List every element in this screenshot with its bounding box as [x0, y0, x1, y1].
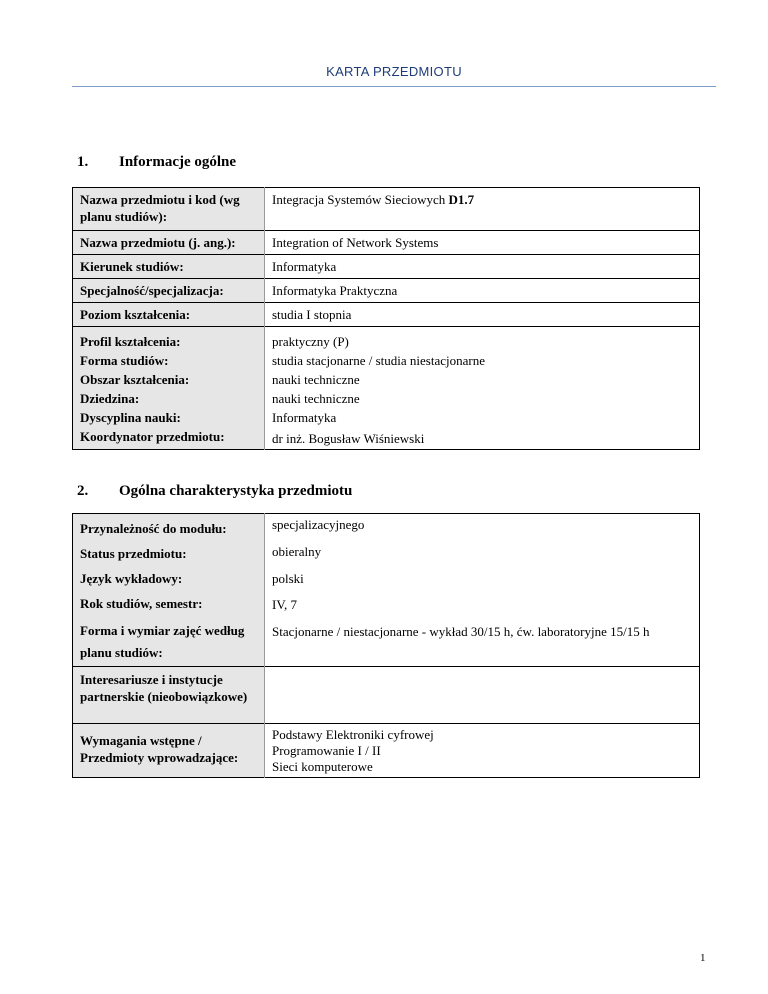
- label-profile: Profil kształcenia:: [80, 334, 181, 349]
- row-label: Wymagania wstępne / Przedmioty wprowadzające:: [73, 724, 265, 778]
- table-row: [73, 327, 700, 450]
- label-language: Język wykładowy:: [80, 571, 183, 586]
- section-2-title: Ogólna charakterystyka przedmiotu: [119, 483, 353, 499]
- label-discipline: Dyscyplina nauki:: [80, 410, 181, 425]
- row-value: Integration of Network Systems: [265, 231, 700, 255]
- value-module: specjalizacyjnego: [272, 517, 365, 532]
- table-row: [73, 255, 700, 279]
- document-header-title: KARTA PRZEDMIOTU: [326, 64, 462, 79]
- row-label: Nazwa przedmiotu i kod (wg planu studiów):: [73, 188, 265, 231]
- table-row: [73, 514, 700, 667]
- table-row: [73, 724, 700, 778]
- section-2-heading: [77, 483, 352, 500]
- label-year-semester: Rok studiów, semestr:: [80, 596, 203, 611]
- prerequisite-item: Programowanie I / II: [272, 743, 381, 758]
- prerequisite-item: Podstawy Elektroniki cyfrowej: [272, 727, 434, 742]
- course-code: D1.7: [448, 192, 475, 207]
- section-2-number: 2.: [77, 483, 89, 499]
- row-value: [265, 188, 700, 231]
- section-1-heading: [77, 154, 236, 171]
- row-value: [265, 514, 700, 667]
- value-language: polski: [272, 571, 304, 586]
- row-value: Informatyka: [265, 255, 700, 279]
- general-info-table: [72, 187, 700, 450]
- section-1-title: Informacje ogólne: [119, 154, 237, 170]
- value-study-form: studia stacjonarne / studia niestacjonarne: [272, 353, 485, 368]
- row-label: Specjalność/specjalizacja:: [73, 279, 265, 303]
- value-year-semester: IV, 7: [272, 597, 298, 612]
- table-row: [73, 231, 700, 255]
- value-status: obieralny: [272, 544, 322, 559]
- row-value: Informatyka Praktyczna: [265, 279, 700, 303]
- value-profile: praktyczny (P): [272, 334, 349, 349]
- section-1-number: 1.: [77, 154, 89, 170]
- prerequisite-item: Sieci komputerowe: [272, 759, 373, 774]
- row-label: [73, 327, 265, 450]
- value-coordinator: dr inż. Bogusław Wiśniewski: [272, 431, 425, 446]
- label-status: Status przedmiotu:: [80, 546, 187, 561]
- characteristics-table: [72, 513, 700, 778]
- page-number: 1: [700, 952, 706, 964]
- table-row: [73, 667, 700, 724]
- label-field: Dziedzina:: [80, 391, 140, 406]
- row-label: Interesariusze i instytucje partnerskie (nieobowiązkowe): [73, 667, 265, 724]
- row-value: studia I stopnia: [265, 303, 700, 327]
- row-value: [265, 327, 700, 450]
- row-value: [265, 724, 700, 778]
- label-area: Obszar kształcenia:: [80, 372, 190, 387]
- header-divider: [72, 86, 716, 87]
- value-discipline: Informatyka: [272, 410, 337, 425]
- row-label: Poziom kształcenia:: [73, 303, 265, 327]
- row-label: [73, 514, 265, 667]
- row-label: Nazwa przedmiotu (j. ang.):: [73, 231, 265, 255]
- label-coordinator: Koordynator przedmiotu:: [80, 429, 225, 444]
- value-field: nauki techniczne: [272, 391, 360, 406]
- table-row: [73, 303, 700, 327]
- row-label: Kierunek studiów:: [73, 255, 265, 279]
- value-area: nauki techniczne: [272, 372, 360, 387]
- label-module: Przynależność do modułu:: [80, 521, 227, 536]
- table-row: [73, 279, 700, 303]
- label-class-form: Forma i wymiar zajęć według planu studiów:: [80, 623, 245, 660]
- value-class-form: Stacjonarne / niestacjonarne - wykład 30/15 h, ćw. laboratoryjne 15/15 h: [272, 624, 650, 639]
- course-name: Integracja Systemów Sieciowych: [272, 192, 446, 207]
- table-row: [73, 188, 700, 231]
- row-value: [265, 667, 700, 724]
- label-study-form: Forma studiów:: [80, 353, 169, 368]
